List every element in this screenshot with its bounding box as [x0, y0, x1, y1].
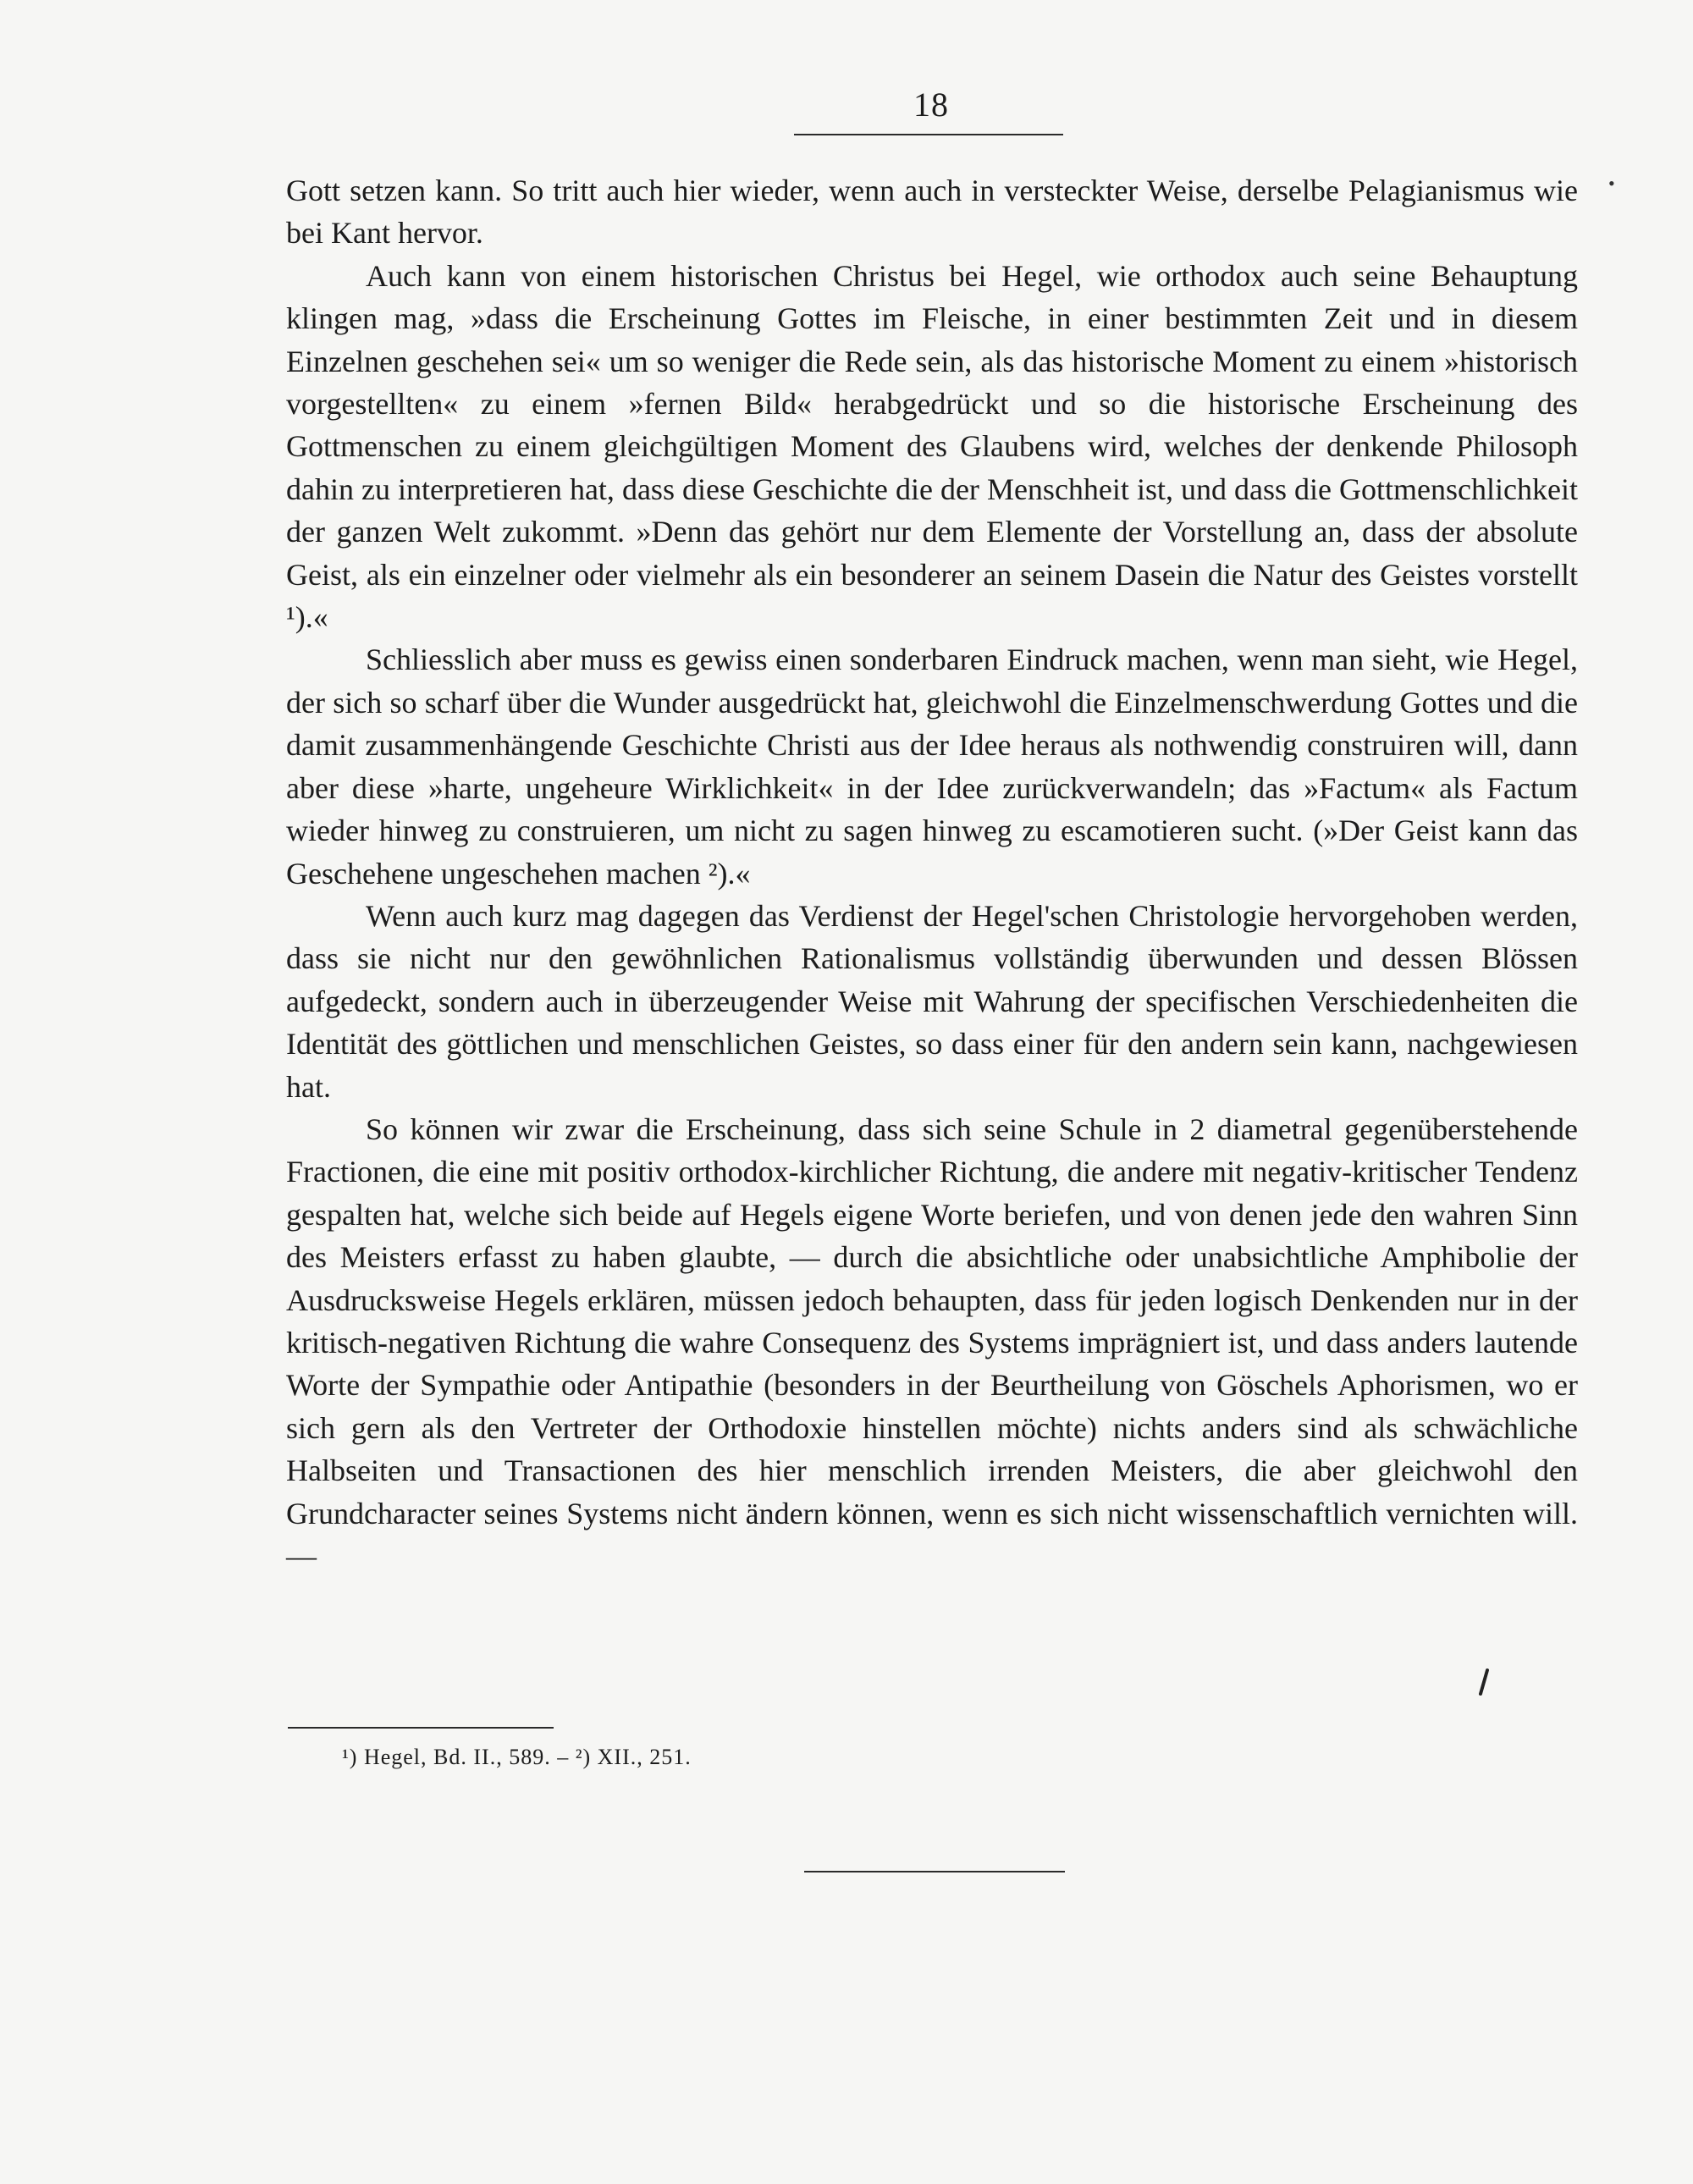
- paragraph-4: Wenn auch kurz mag dagegen das Verdienst der Hegel'schen Christologie hervorgehoben werden, dass sie nicht nur den gewöhnlichen Rationalismus vollständig überwunden und dessen Blössen aufgedeckt, sondern auch in überzeugender Weise mit Wahrung der specifischen Verschiedenheiten die Identität des göttlichen und menschlichen Geistes, so dass einer für den andern sein kann, nachgewiesen hat.: [286, 898, 1578, 1104]
- paragraph-1: Gott setzen kann. So tritt auch hier wieder, wenn auch in versteckter Weise, derselbe Pelagianismus wie bei Kant hervor.: [286, 174, 1578, 251]
- page-number: 18: [913, 85, 949, 124]
- margin-speck: •: [1608, 173, 1615, 194]
- header-rule: [794, 134, 1063, 135]
- pen-mark-icon: [1478, 1668, 1490, 1696]
- footnote-rule: [288, 1727, 554, 1729]
- footnotes: ¹) Hegel, Bd. II., 589. – ²) XII., 251.: [342, 1745, 692, 1769]
- paragraph-3: Schliesslich aber muss es gewiss einen sonderbaren Eindruck machen, wenn man sieht, wie Hegel, der sich so scharf über die Wunder ausgedrückt hat, gleichwohl die Einzelmenschwerdung Gottes und die damit zusammenhängende Geschichte Christi aus der Idee heraus als nothwendig construiren will, dann aber diese »harte, ungeheure Wirklichkeit« in der Idee zurückverwandeln; das »Factum« als Factum wieder hinweg zu construieren, um nicht zu sagen hinweg zu escamotieren sucht. (»Der Geist kann das Geschehene ungeschehen machen ²).«: [286, 643, 1578, 891]
- paragraph-2: Auch kann von einem historischen Christus bei Hegel, wie orthodox auch seine Behauptung klingen mag, »dass die Erscheinung Gottes im Fleische, in einer bestimmten Zeit und in diesem Einzelnen geschehen sei« um so weniger die Rede sein, als das historische Moment zu einem »historisch vorgestellten« zu einem »fernen Bild« herabgedrückt und so die historische Erscheinung des Gottmenschen zu einem gleichgültigen Moment des Glaubens wird, welches der denkende Philosoph dahin zu interpretieren hat, dass diese Geschichte die der Menschheit ist, und dass die Gottmenschlichkeit der ganzen Welt zukommt. »Denn das gehört nur dem Elemente der Vorstellung an, dass der absolute Geist, als ein einzelner oder vielmehr als ein besonderer an seinem Dasein die Natur des Geistes vorstellt ¹).«: [286, 258, 1578, 635]
- footer-rule: [804, 1871, 1065, 1872]
- main-text: [286, 169, 1578, 1577]
- paragraph-5: So können wir zwar die Erscheinung, dass sich seine Schule in 2 diametral gegenüberstehende Fractionen, die eine mit positiv orthodox-kirchlicher Richtung, die andere mit negativ-kritischer Tendenz gespalten hat, welche sich beide auf Hegels eigene Worte beriefen, und von denen jede den wahren Sinn des Meisters erfasst zu haben glaubte, — durch die absichtliche oder unabsichtliche Amphibolie der Ausdrucksweise Hegels erklären, müssen jedoch behaupten, dass für jeden logisch Denkenden nur in der kritisch-negativen Richtung die wahre Consequenz des Systems imprägniert ist, und dass anders lautende Worte der Sympathie oder Antipathie (besonders in der Beurtheilung von Göschels Aphorismen, wo er sich gern als den Vertreter der Orthodoxie hinstellen möchte) nichts anders sind als schwächliche Halbseiten und Transactionen des hier menschlich irrenden Meisters, die aber gleichwohl den Grundcharacter seines Systems nicht ändern können, wenn es sich nicht wissenschaftlich vernichten will. —: [286, 1111, 1578, 1573]
